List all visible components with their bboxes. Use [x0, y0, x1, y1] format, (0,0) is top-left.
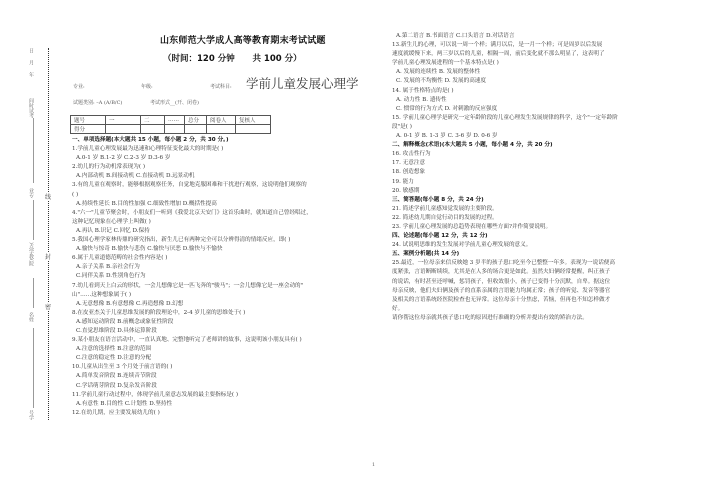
paper-type: 试题类别: –A (A/B/C)	[73, 100, 123, 106]
question-text: 段"是( )	[392, 123, 412, 130]
question-text: 12.在幼儿期，应主要发展幼儿的( )	[72, 409, 160, 416]
margin-line-3	[33, 278, 34, 308]
score-table-cell: 题号	[71, 116, 106, 125]
question-text: 10.儿童从出生至 3 个月处于前言语的( )	[72, 364, 173, 371]
binding-dotted-line-3	[48, 310, 49, 420]
answer-options: C.同伴关系 D.性别角色行为	[76, 273, 146, 280]
question-text: 好。	[392, 305, 404, 312]
answer-options: A.有意性 B.目的性 C.计划性 D.坚持性	[76, 400, 173, 407]
question-text: ( )	[72, 191, 79, 198]
right-column	[392, 32, 712, 323]
question-text: 学前儿童心理发展进程的一个基本特点是( )	[392, 60, 499, 67]
score-cell-grader[interactable]	[207, 125, 236, 134]
score-table-cell: 二	[141, 116, 165, 125]
answer-options: C. 惯常的行为方式 D. 对刺激的反应强度	[396, 105, 498, 112]
score-table	[70, 115, 271, 134]
score-table-cell: 阅卷人	[207, 116, 236, 125]
question-text: 21. 简述学前儿童感知觉发展的主要阶段。	[392, 205, 498, 212]
seal-char-seal: 封	[45, 254, 52, 261]
score-cell-1[interactable]	[106, 125, 141, 134]
section-heading: 三、简答题(每小题 8 分，共 24 分)	[392, 196, 484, 203]
grade-label: 年级:	[141, 84, 153, 90]
question-text: 9.某小朋友在语言活动中，一直认真地、完整地听完了老师讲的故事，这说明该小朋友具有( )	[72, 337, 302, 344]
margin-line-2	[33, 200, 34, 240]
question-text: 度紧张，言语断断续续，尤其是在人多的场合更是如此。虽然夫妇俩经常提醒，纠正孩子	[392, 269, 611, 276]
section-heading: 二、解释概念(术语)(本大题共 5 小题，每小题 4 分，共 20 分)	[392, 142, 553, 149]
score-cell-reviewer[interactable]	[236, 125, 271, 134]
question-text: 17. 无意注意	[392, 160, 426, 167]
question-text: 的说话，有时甚至还呼喊，惩罚孩子，但收效很小，孩子已变得十分沉默，自卑。据这位	[392, 278, 611, 285]
answer-options: A.感知运动阶段 B.前概念或象征性阶段	[76, 318, 174, 325]
score-table-cell: 总分	[185, 116, 207, 125]
score-cell-total[interactable]	[185, 125, 207, 134]
answer-options: C. 发展的不均衡性 D. 发展的高速度	[396, 78, 486, 85]
answer-options: A. 发展的连续性 B. 发展的整体性	[396, 69, 481, 76]
score-table-cell: 复核人	[236, 116, 271, 125]
question-text: 速度就缓慢下来，两三岁以后的儿童，相隔一周，前后变化就不那么明显了，这表明了	[392, 51, 605, 58]
margin-label-year: 年	[28, 72, 34, 77]
score-cell-3[interactable]	[165, 125, 185, 134]
question-text: 8.在皮亚杰关于儿童思维发展的阶段理论中，2-4 岁儿童的思维处于( )	[72, 309, 246, 316]
margin-label-day: 日	[28, 48, 34, 53]
page-number: 1	[372, 462, 376, 468]
question-text: 11.学前儿童行动过程中，体现学前儿童意志发展的最主要指标是( )	[72, 391, 239, 398]
margin-label-student-id: 号学	[28, 410, 34, 420]
question-text: 母亲反映，他们夫妇俩及孩子的直系亲属的言语能力均属正常；孩子的听觉、发音等器官	[392, 287, 611, 294]
question-text: 23. 学前儿童心理发展的总趋势表现在哪些方面?并作简要说明。	[392, 223, 552, 230]
answer-options: A. 动力性 B. 遗传性	[396, 96, 447, 103]
answer-options: A.简单发音阶段 B.连续音节阶段	[76, 373, 157, 380]
question-text: 18. 创造想象	[392, 169, 426, 176]
subject-label: 考试科目:	[210, 84, 232, 90]
score-table-cell: ……	[165, 116, 185, 125]
answer-options: A.再认 B.识记 C.回忆 D.保持	[76, 227, 150, 234]
question-text: 25.最近，一位母亲来信反映她 3 岁半的孩子患口吃至今已整整一年多。表现为一说话便高	[392, 260, 615, 267]
answer-options: A.亲子关系 B.亲社会行为	[76, 264, 140, 271]
question-text: 24. 试说明思维的发生发展对学前儿童心理发展的意义。	[392, 242, 532, 249]
score-table-score-row	[71, 125, 271, 134]
major-label: 专业:	[73, 84, 85, 90]
question-text: 7.幼儿看到天上白云的形状，一会儿想像它是一匹飞奔的"骏马"；一会儿想像它是一座会动的"	[72, 282, 304, 289]
left-column	[72, 136, 362, 418]
seal-char-line: 线	[45, 194, 52, 201]
margin-label-exam-time: 间时试考	[28, 98, 34, 118]
answer-options: A.内部动机 B.间接动机 C.直接动机 D.远景动机	[76, 173, 195, 180]
exam-title: 山东师范大学成人高等教育期末考试试题	[160, 36, 326, 46]
answer-options: A. 0-1 岁 B. 1-3 岁 C. 3-6 岁 D. 0-6 岁	[396, 133, 498, 140]
answer-options: A.愉快与惊奇 B.愉快与悲伤 C.愉快与厌恶 D.愉快与不愉快	[76, 246, 223, 253]
question-text: 2.幼儿的行为动机常表现为( )	[72, 164, 146, 171]
answer-options: C.注意的稳定性 D.注意的分配	[76, 355, 152, 362]
question-text: 请你帮这位母亲就其孩子患口吃的原因进行准确的分析并提出有效的矫治方法。	[392, 314, 588, 321]
score-row-label: 得分	[71, 125, 106, 134]
question-text: 6.属于儿童道德范畴的社会性内容是( )	[72, 255, 168, 262]
exam-subtitle: （时间：120 分钟 共 100 分）	[163, 54, 302, 64]
seal-char-secret: 密	[45, 304, 52, 311]
question-text: 14. 属于性格特点的是( )	[392, 87, 454, 94]
question-text: 及相关的言语系统经医院检查也无异常。这位母亲十分焦虑，苦恼，但再也不知怎样做才	[392, 296, 611, 303]
answer-options: C.直觉思维阶段 D.具体运算阶段	[76, 327, 157, 334]
question-text: 13.新生儿的心理，可以说一周一个样；满月以后，是一月一个样；可是周岁以后发展	[392, 42, 603, 49]
section-heading: 一、单项选择题(本大题共 15 小题，每小题 2 分，共 30 分。)	[72, 137, 229, 143]
question-text: 16. 攻击性行为	[392, 151, 431, 158]
answer-options: A.注意的选择性 B.注意的范围	[76, 346, 152, 353]
question-text: 5.我国心理学家林传鼎的研究指出，新生儿已有两种完全可以分辨得清的情绪反应，即( )	[72, 237, 291, 244]
margin-label-major: 业专	[28, 188, 34, 198]
score-table-cell: 一	[106, 116, 141, 125]
course-title: 学前儿童发展心理学	[246, 76, 359, 91]
margin-label-college: )点学教(院	[28, 242, 34, 266]
answer-options: A.持续性延长 B.目的性加强 C.细致性增加 D.概括性提高	[76, 200, 217, 207]
answer-options: A.0-1 岁 B.1-2 岁 C.2-3 岁 D.3-6 岁	[76, 155, 171, 162]
section-heading: 四、论述题(每小题 12 分，共 12 分)	[392, 233, 488, 240]
exam-form: 考试形式__(开、闭卷)	[150, 100, 199, 106]
margin-line-4	[33, 328, 34, 408]
answer-options: A.无意想像 B.有意想像 C.再造想像 D.幻想	[76, 300, 184, 307]
question-text: 这种记忆现象在心理学上叫做( )	[72, 218, 151, 225]
binding-dotted-line-2	[48, 48, 49, 306]
margin-line-1	[33, 118, 34, 183]
question-text: 3.有的儿童在观察时，能够根据观察任务，自觉地克服困难和干扰进行观察，这说明他们观察的	[72, 182, 307, 189]
question-text: 4."六一"儿童节聚会时，小朋友们一听到《我爱北京天安门》这首乐曲时，就知道自己曾经唱过，	[72, 209, 312, 216]
question-text: 22. 简述幼儿期自觉行动目的发展的过程。	[392, 214, 498, 221]
score-table-header-row	[71, 116, 271, 125]
question-text: 19. 能力	[392, 178, 414, 185]
margin-label-month: 月	[28, 60, 34, 65]
margin-label-name: 名姓	[28, 312, 34, 322]
question-text: 1.学前儿童心理发展最为迅速和心理特征变化最大的时期是( )	[72, 146, 224, 153]
question-text: 山"……这种想象属于( )	[72, 291, 132, 298]
score-cell-2[interactable]	[141, 125, 165, 134]
section-heading: 五、案例分析题(共 14 分)	[392, 251, 460, 258]
answer-options: A.第二语言 B.书面语言 C.口头语言 D.对话语言	[396, 33, 515, 39]
question-text: 20. 敏感期	[392, 187, 420, 194]
answer-options: C.学话萌芽阶段 D.复杂发音阶段	[76, 382, 157, 389]
question-text: 15. 学前儿童心理学是研究一定年龄阶段的儿童心理发生发展规律的科学，这个"一定年龄阶	[392, 114, 618, 121]
